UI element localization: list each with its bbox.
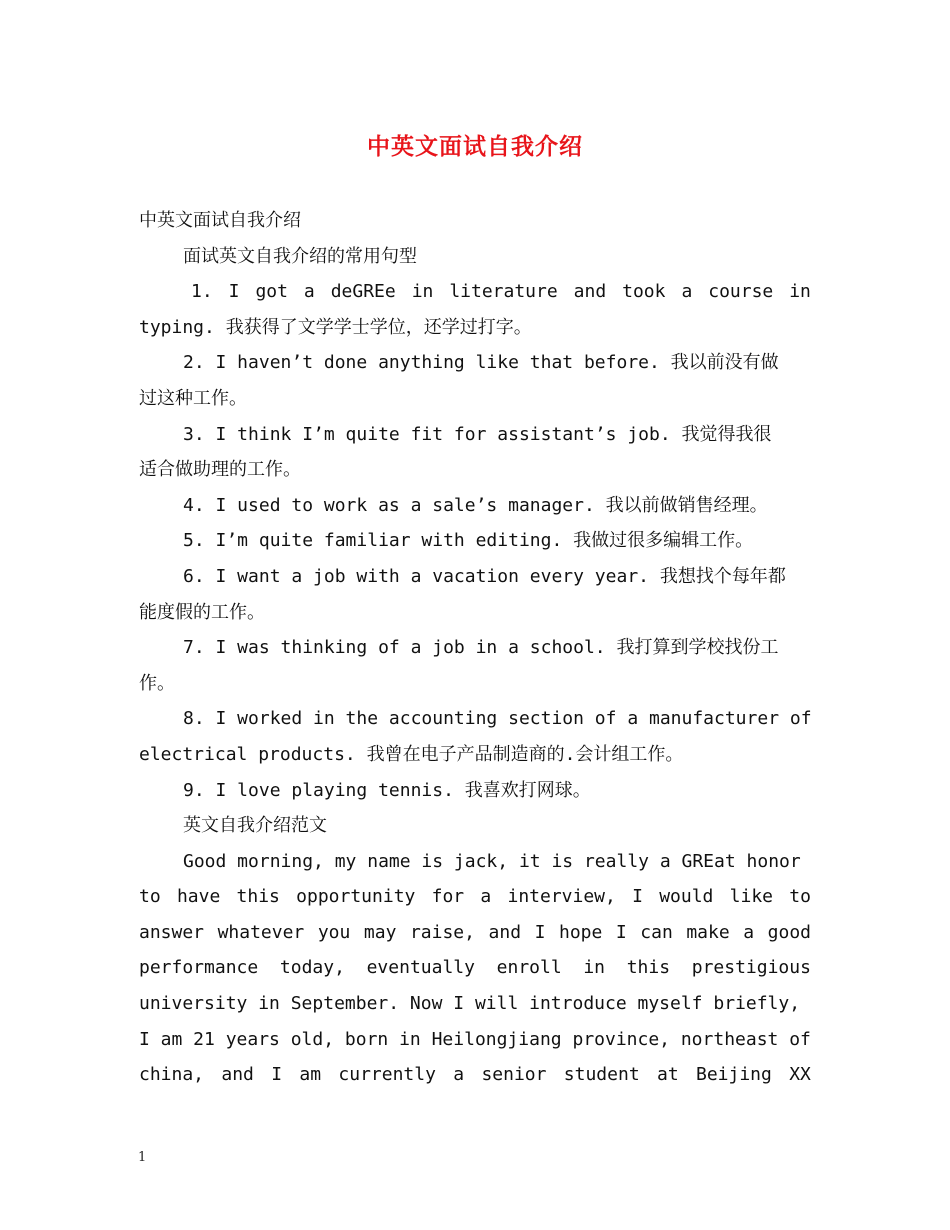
body-line-justified: [139, 274, 811, 310]
word: I: [271, 1064, 283, 1086]
word: enroll: [496, 957, 562, 979]
word: interview,: [507, 886, 616, 908]
body-line: 中英文面试自我介绍: [139, 210, 301, 231]
word: senior: [481, 1064, 547, 1086]
body-line: 能度假的工作。: [139, 601, 265, 623]
body-line: 8. I worked in the accounting section of a manufacturer of: [183, 708, 812, 730]
word: currently: [338, 1064, 436, 1086]
body-line: 4. I used to work as a sale’s manager. 我以前做销售经理。: [183, 494, 768, 516]
body-line-justified: [139, 879, 811, 915]
word: answer: [139, 921, 205, 943]
body-line: typing. 我获得了文学学士学位，还学过打字。: [139, 316, 532, 338]
word: eventually: [366, 957, 475, 979]
word: good: [767, 921, 811, 943]
word: china,: [139, 1064, 205, 1086]
word: and: [488, 921, 522, 943]
word: may: [363, 921, 397, 943]
word: took: [622, 281, 666, 303]
body-line: 适合做助理的工作。: [139, 459, 301, 481]
word: course: [708, 281, 774, 303]
section-heading: 英文自我介绍范文: [183, 815, 327, 837]
body-line: university in September. Now I will introduce myself briefly,: [139, 993, 801, 1015]
word: got: [255, 281, 288, 303]
body-line-justified: [139, 1057, 811, 1093]
body-line: electrical products. 我曾在电子产品制造商的.会计组工作。: [139, 743, 684, 765]
word: in: [789, 281, 811, 303]
word: a: [453, 1064, 465, 1086]
word: in: [411, 281, 434, 303]
body-line: 2. I haven’t done anything like that before. 我以前没有做: [183, 352, 779, 374]
body-line: 过这种工作。: [139, 387, 247, 409]
word: you: [317, 921, 351, 943]
word: have: [176, 886, 221, 908]
word: would: [659, 886, 714, 908]
word: hope: [558, 921, 603, 943]
body-line: I am 21 years old, born in Heilongjiang province, northeast of: [139, 1028, 811, 1050]
word: am: [299, 1064, 322, 1086]
word: I: [632, 886, 643, 908]
word: this: [236, 886, 280, 908]
word: and: [221, 1064, 254, 1086]
word: a: [303, 281, 315, 303]
body-line: 6. I want a job with a vacation every year. 我想找个每年都: [183, 565, 786, 587]
word: make: [686, 921, 730, 943]
word: whatever: [217, 921, 305, 943]
word: deGREe: [330, 281, 396, 303]
body-line: 3. I think I’m quite fit for assistant’s job. 我觉得我很: [183, 423, 772, 445]
word: performance: [139, 957, 259, 979]
word: a: [743, 921, 755, 943]
body-line: 7. I was thinking of a job in a school. 我打算到学校找份工: [183, 637, 779, 659]
word: and: [573, 281, 607, 303]
document-body: [139, 203, 811, 1093]
word: a: [480, 886, 492, 908]
word: I: [228, 281, 240, 303]
body-line-justified: [139, 950, 811, 986]
body-line-justified: [139, 915, 811, 951]
word: this: [626, 957, 671, 979]
word: a: [681, 281, 693, 303]
word: raise,: [409, 921, 475, 943]
word: in: [583, 957, 606, 979]
word: to: [789, 886, 811, 908]
word: prestigious: [691, 957, 811, 979]
document-title: 中英文面试自我介绍: [367, 133, 583, 160]
word: to: [139, 886, 161, 908]
body-line: 9. I love playing tennis. 我喜欢打网球。: [183, 779, 591, 801]
body-line: Good morning, my name is jack, it is really a GREat honor: [183, 850, 801, 872]
word: I: [534, 921, 546, 943]
word: for: [431, 886, 465, 908]
body-line: 作。: [139, 672, 175, 694]
word: 1.: [191, 281, 213, 303]
word: today,: [279, 957, 345, 979]
body-line: 面试英文自我介绍的常用句型: [183, 245, 417, 267]
word: can: [640, 921, 673, 943]
word: student: [563, 1064, 640, 1086]
word: opportunity: [296, 886, 416, 908]
word: I: [615, 921, 627, 943]
word: XX: [789, 1064, 811, 1086]
body-line: 5. I’m quite familiar with editing. 我做过很多编辑工作。: [183, 530, 754, 552]
word: literature: [449, 281, 558, 303]
word: like: [729, 886, 773, 908]
word: Beijing: [696, 1064, 772, 1086]
page-number: 1: [138, 1150, 147, 1165]
word: at: [656, 1064, 679, 1086]
